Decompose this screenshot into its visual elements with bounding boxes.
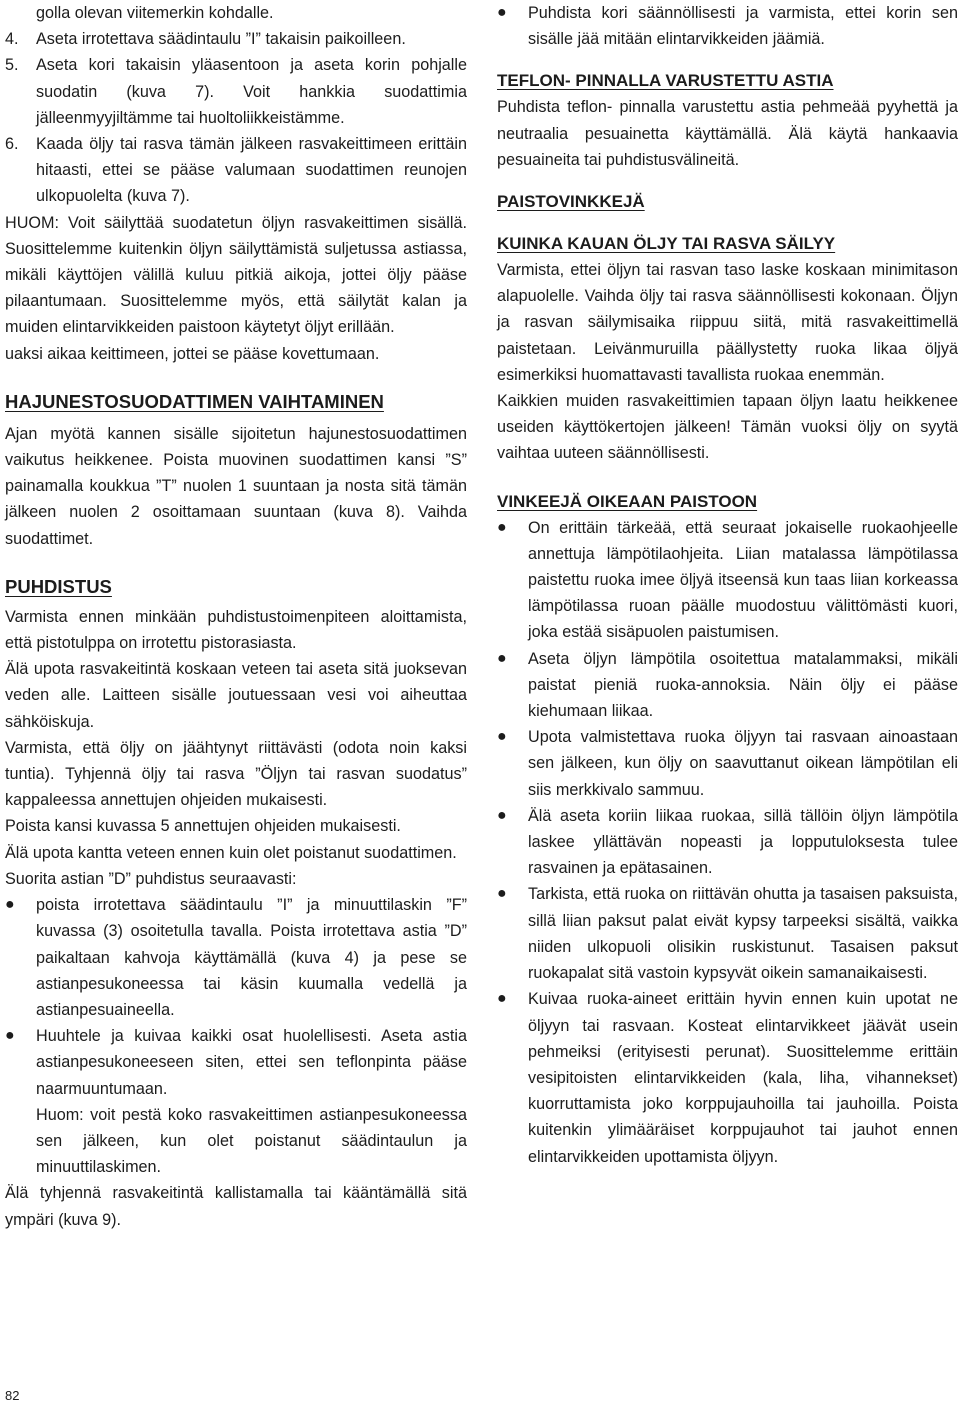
closing-text: Älä tyhjennä rasvakeitintä kallistamalla tai kääntämällä sitä ympäri (kuva 9). <box>5 1184 467 1229</box>
list-item: ● Huuhtele ja kuivaa kaikki osat huolellisesti. Aseta astia astianpesukoneeseen siten, ettei sen teflonpinta pääse naarmuuntumaan. <box>5 1023 467 1102</box>
bullet-icon: ● <box>497 885 507 903</box>
storage-heading: KUINKA KAUAN ÖLJY TAI RASVA SÄILYY <box>497 234 836 254</box>
intro-fragment: golla olevan viitemerkin kohdalle. <box>36 4 274 22</box>
list-item: ● Upota valmistettava ruoka öljyyn tai rasvaan ainoastaan sen jälkeen, kun öljy on saavuttanut oikean lämpötilan eli siis merkkivalo sammuu. <box>497 724 958 803</box>
cleaning-paragraph: Poista kansi kuvassa 5 annettujen ohjeiden mukaisesti. <box>5 817 401 836</box>
teflon-heading: TEFLON- PINNALLA VARUSTETTU ASTIA <box>497 71 834 91</box>
step-number: 6. <box>5 135 19 154</box>
filter-heading: HAJUNESTOSUODATTIMEN VAIHTAMINEN <box>5 390 384 412</box>
list-item: ● Kuivaa ruoka-aineet erittäin hyvin ennen kuin upotat ne öljyyn tai rasvaan. Kosteat elintarvikkeet jäävät usein pehmeiksi (erityisesti perunat). Suosittelemme erittäin vesipitoisten elintarvikkeiden (kala, liha, vihannekset) kuorruttamista joko korppujauhoilla tai jauhoilla. Poista kuitenkin ylimääräiset korppujauhot tai jauhot ennen elintarvikkeiden upottamista öljyyn. <box>497 986 958 1169</box>
cleaning-heading: PUHDISTUS <box>5 575 112 597</box>
bullet-icon: ● <box>497 4 507 21</box>
step-text: Kaada öljy tai rasva tämän jälkeen rasvakeittimeen erittäin hitaasti, ettei se pääse valumaan suodattimen reunojen ulkopuolelta (kuva 7). <box>36 135 467 206</box>
cleaning-paragraph: Varmista ennen minkään puhdistustoimenpiteen aloittamista, että pistotulppa on irrotettu pistorasiasta. <box>5 607 467 653</box>
step-text: Aseta kori takaisin yläasentoon ja aseta korin pohjalle suodatin (kuva 7). Voit hankkia suodattimia jälleenmyyjiltämme tai huoltoliikkeistämme. <box>36 56 467 127</box>
filter-text: Ajan myötä kannen sisälle sijoitetun hajunestosuodattimen vaikutus heikkenee. Poista muovinen suodattimen kansi ”S” painamalla koukkua ”T” nuolen 1 suuntaan ja nosta sitä tämän jälkeen nuolen 2 osoittamaan suuntaan (kuva 8). Vaihda suodattimet. <box>5 424 467 548</box>
bullet-icon: ● <box>5 896 15 914</box>
fragment-line: uaksi aikaa keittimeen, jottei se pääse kovettumaan. <box>5 344 380 363</box>
list-item: ● Älä aseta koriin liikaa ruokaa, sillä tällöin öljyn lämpötila laskee yllättävän nopeasti ja lopputuloksesta tulee rasvainen ja epätasainen. <box>497 803 958 882</box>
storage-text: Varmista, ettei öljyn tai rasvan taso laske koskaan minimitason alapuolelle. Vaihda öljy tai rasva säännöllisesti kokonaan. Öljyn ja rasvan säilymisaika riippuu siitä, mitä rasvakeittimellä paistetaan. Leivänmuruilla päällystetty ruoka likaa öljyä esimerkiksi huomattavasti tavallista ruokaa enemmän. <box>497 261 958 384</box>
bullet-icon: ● <box>497 990 507 1008</box>
list-item: ● poista irrotettava säädintaulu ”I” ja minuuttilaskin ”F” kuvassa (3) osoitetulla tavalla. Poista irrotettava astia ”D” paikaltaan kahvoja käyttämällä (kuva 4) ja pese se astianpesukoneessa tai käsin kuumalla vedellä ja astianpesuaineella. <box>5 892 467 1023</box>
step-number: 5. <box>5 56 19 75</box>
cleaning-bullets <box>5 892 467 1102</box>
list-item: ● On erittäin tärkeää, että seuraat jokaiselle ruokaohjeelle annettuja lämpötilaohjeita. Liian matalassa lämpötilassa paistettu ruoka imee öljyä itseensä kun taas liian korkeassa lämpötilassa ruoan päälle muodostuu välittömästi kuori, joka estää sisäpuolen paistumisen. <box>497 515 958 646</box>
step-text: Aseta irrotettava säädintaulu ”I” takaisin paikoilleen. <box>36 30 406 49</box>
cleaning-paragraph: Varmista, että öljy on jäähtynyt riittävästi (odota noin kaksi tuntia). Tyhjennä öljy tai rasva ”Öljyn tai rasvan suodatus” kappaleessa annettujen ohjeiden mukaisesti. <box>5 738 467 810</box>
storage-text: Kaikkien muiden rasvakeittimien tapaan öljyn laatu heikkenee useiden käyttökertojen jälkeen! Tämän vuoksi öljy on syytä vaihtaa uuteen säännöllisesti. <box>497 392 958 463</box>
left-column <box>5 0 467 1233</box>
step-number: 4. <box>5 30 19 49</box>
bullet-icon: ● <box>497 806 507 824</box>
frying-heading: VINKEEJÄ OIKEAAN PAISTOON <box>497 491 758 511</box>
cleaning-paragraph: Suorita astian ”D” puhdistus seuraavasti: <box>5 869 297 888</box>
list-item: ● Tarkista, että ruoka on riittävän ohutta ja tasaisen paksuista, sillä liian paksut palat eivät kypsy tarpeeksi sisältä, vaikka niiden ulkopuoli olisikin ruskistunut. Tasaisen paksut ruokapalat sitä vastoin kypsyvät oikein samanaikaisesti. <box>497 881 958 986</box>
cleaning-paragraph: Älä upota rasvakeitintä koskaan veteen tai aseta sitä juoksevan veden alle. Laitteen sisälle joutuessaan vesi voi aiheuttaa sähköiskuja. <box>5 660 467 731</box>
step-item <box>5 26 467 52</box>
cleaning-paragraph: Älä upota kantta veteen ennen kuin olet poistanut suodattimen. <box>5 843 457 862</box>
steps-list <box>5 26 467 209</box>
bullet-icon: ● <box>497 649 507 667</box>
bullet-icon: ● <box>5 1027 15 1045</box>
tips-heading: PAISTOVINKKEJÄ <box>497 192 645 212</box>
step-item <box>5 131 467 210</box>
top-bullet-list <box>497 0 958 52</box>
page-number: 82 <box>5 1388 20 1403</box>
list-item: ● Puhdista kori säännöllisesti ja varmista, ettei korin sen sisälle jää mitään elintarvikkeiden jäämiä. <box>497 0 958 52</box>
step-item <box>5 52 467 131</box>
bullet-icon: ● <box>497 518 507 536</box>
teflon-text: Puhdista teflon- pinnalla varustettu astia pehmeää pyyhettä ja neutraalia pesuainetta käyttämällä. Älä käytä hankaavia pesuaineita tai puhdistusvälineitä. <box>497 98 958 169</box>
right-column <box>497 0 958 1170</box>
bullet-icon: ● <box>497 728 507 746</box>
bullet-followup: Huom: voit pestä koko rasvakeittimen astianpesukoneessa sen jälkeen, kun olet poistanut säädintaulun ja minuuttilaskimen. <box>36 1105 467 1177</box>
frying-bullets <box>497 515 958 1170</box>
list-item: ● Aseta öljyn lämpötila osoitettua matalammaksi, mikäli paistat pieniä ruoka-annoksia. Näin öljy ei pääse kiehumaan liikaa. <box>497 646 958 725</box>
huom-paragraph: HUOM: Voit säilyttää suodatetun öljyn rasvakeittimen sisällä. Suosittelemme kuitenkin öljyn säilyttämistä suljetussa astiassa, mikäli käyttöjen välillä kuluu pitkiä aikoja, jottei öljy pääse pilaantumaan. Suosittelemme myös, että säilytät kalan ja muiden elintarvikkeiden paistoon käytetyt öljyt erillään. <box>5 213 467 337</box>
